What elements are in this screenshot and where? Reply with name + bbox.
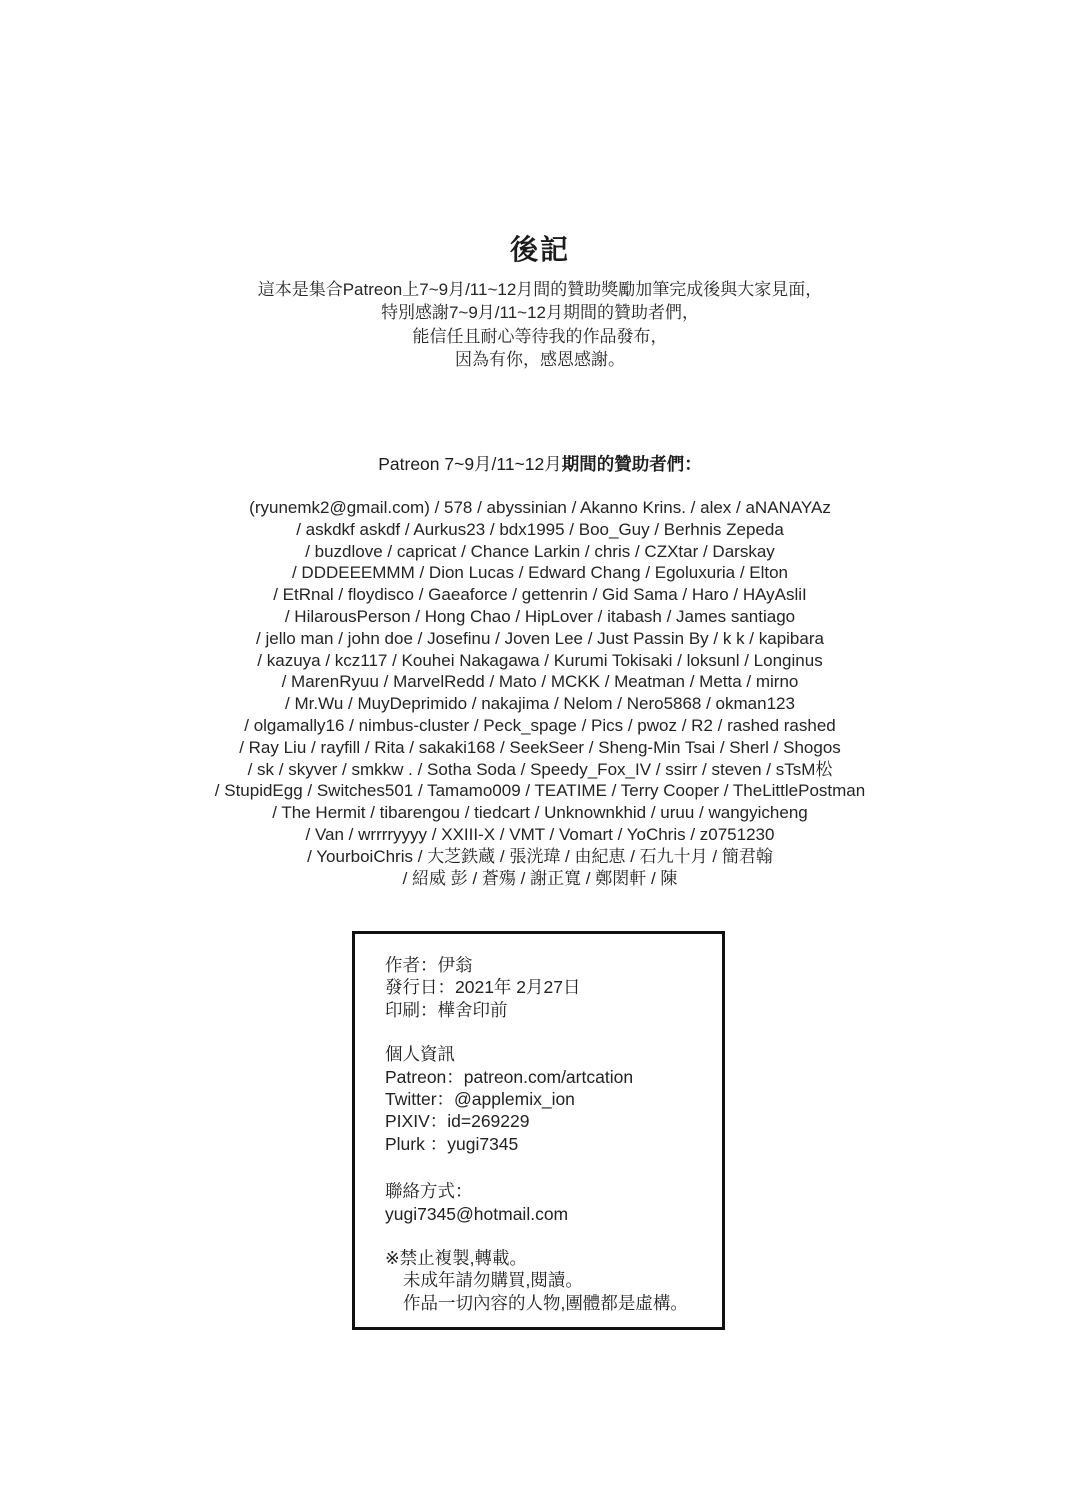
personal-info-group [385,1043,712,1155]
intro-paragraph [0,278,1080,372]
contact-email: yugi7345@hotmail.com [385,1203,569,1224]
supporter-line: / olgamally16 / nimbus-cluster / Peck_spage / Pics / pwoz / R2 / rashed rashed [244,715,836,735]
supporter-line: / kazuya / kcz117 / Kouhei Nakagawa / Kurumi Tokisaki / loksunl / Longinus [257,650,823,670]
supporter-line: / sk / skyver / smkkw . / Sotha Soda / Speedy_Fox_IV / ssirr / steven / sTsM松 [247,759,833,779]
supporters-list [0,497,1080,889]
publication-info-group [385,954,712,1021]
author-line: 作者：伊翁 [385,955,473,975]
notice-line: 作品一切內容的人物,團體都是虛構。 [403,1292,688,1313]
supporter-line: / Van / wrrrryyyy / XXIII-X / VMT / Vomart / YoChris / z0751230 [305,824,775,844]
supporters-header-prefix: Patreon 7~9月/11~12月 [378,454,562,474]
plurk-line: Plurk ：yugi7345 [385,1133,519,1154]
release-date-line: 發行日：2021年 2月27日 [385,977,581,998]
supporter-line: / EtRnal / floydisco / Gaeaforce / gettenrin / Gid Sama / Haro / HAyAsliI [273,585,807,605]
notice-group [385,1247,712,1314]
supporter-line: / Mr.Wu / MuyDeprimido / nakajima / Nelom / Nero5868 / okman123 [285,694,795,714]
contact-group [385,1180,712,1225]
supporter-line: / StupidEgg / Switches501 / Tamamo009 / TEATIME / Terry Cooper / TheLittlePostman [214,781,866,801]
personal-info-title: 個人資訊 [385,1044,455,1065]
intro-line: 能信任且耐心等待我的作品發布， [412,326,668,346]
notice-line: ※禁止複製,轉載。 [385,1248,528,1269]
supporter-line: / The Hermit / tibarengou / tiedcart / Unknownkhid / uruu / wangyicheng [272,803,808,823]
supporters-header-bold: 期間的贊助者們： [561,454,702,474]
pixiv-line: PIXIV：id=269229 [385,1111,530,1132]
supporters-header [0,451,1080,476]
supporter-line: / buzdlove / capricat / Chance Larkin / chris / CZXtar / Darskay [305,541,775,561]
supporter-line: (ryunemk2@gmail.com) / 578 / abyssinian / Akanno Krins. / alex / aNANAYAz [249,498,831,517]
printing-line: 印刷：樺舍印前 [385,999,508,1020]
intro-line: 特別感謝7~9月/11~12月期間的贊助者們， [380,303,700,323]
supporter-line: / HilarousPerson / Hong Chao / HipLover / itabash / James santiago [284,606,796,626]
colophon-content [355,934,722,1314]
supporter-line: / DDDEEEMMM / Dion Lucas / Edward Chang / Egoluxuria / Elton [291,563,789,583]
notice-line: 未成年請勿購買,閱讀。 [403,1270,583,1291]
supporter-line: / MarenRyuu / MarvelRedd / Mato / MCKK / Meatman / Metta / mirno [281,672,799,692]
twitter-line: Twitter：@applemix_ion [385,1089,575,1110]
supporter-line: / askdkf askdf / Aurkus23 / bdx1995 / Boo_Guy / Berhnis Zepeda [296,519,784,539]
intro-line: 因為有你，感恩感謝。 [455,350,625,370]
supporter-line: / YourboiChris / 大芝鉄蔵 / 張洸瑋 / 由紀恵 / 石九十月 / 簡君翰 [307,846,773,866]
colophon-box [352,931,725,1330]
patreon-line: Patreon：patreon.com/artcation [385,1066,634,1087]
supporter-line: / Ray Liu / rayfill / Rita / sakaki168 / SeekSeer / Sheng-Min Tsai / Sherl / Shogos [239,737,841,757]
supporter-line: / jello man / john doe / Josefinu / Joven Lee / Just Passin By / k k / kapibara [256,628,824,648]
contact-title: 聯絡方式： [385,1181,473,1202]
page-title: 後記 [509,234,570,265]
intro-line: 這本是集合Patreon上7~9月/11~12月間的贊助獎勵加筆完成後與大家見面， [257,280,823,299]
supporter-line: / 紹威 彭 / 蒼殤 / 謝正寬 / 鄭閎軒 / 陳 [402,868,678,888]
